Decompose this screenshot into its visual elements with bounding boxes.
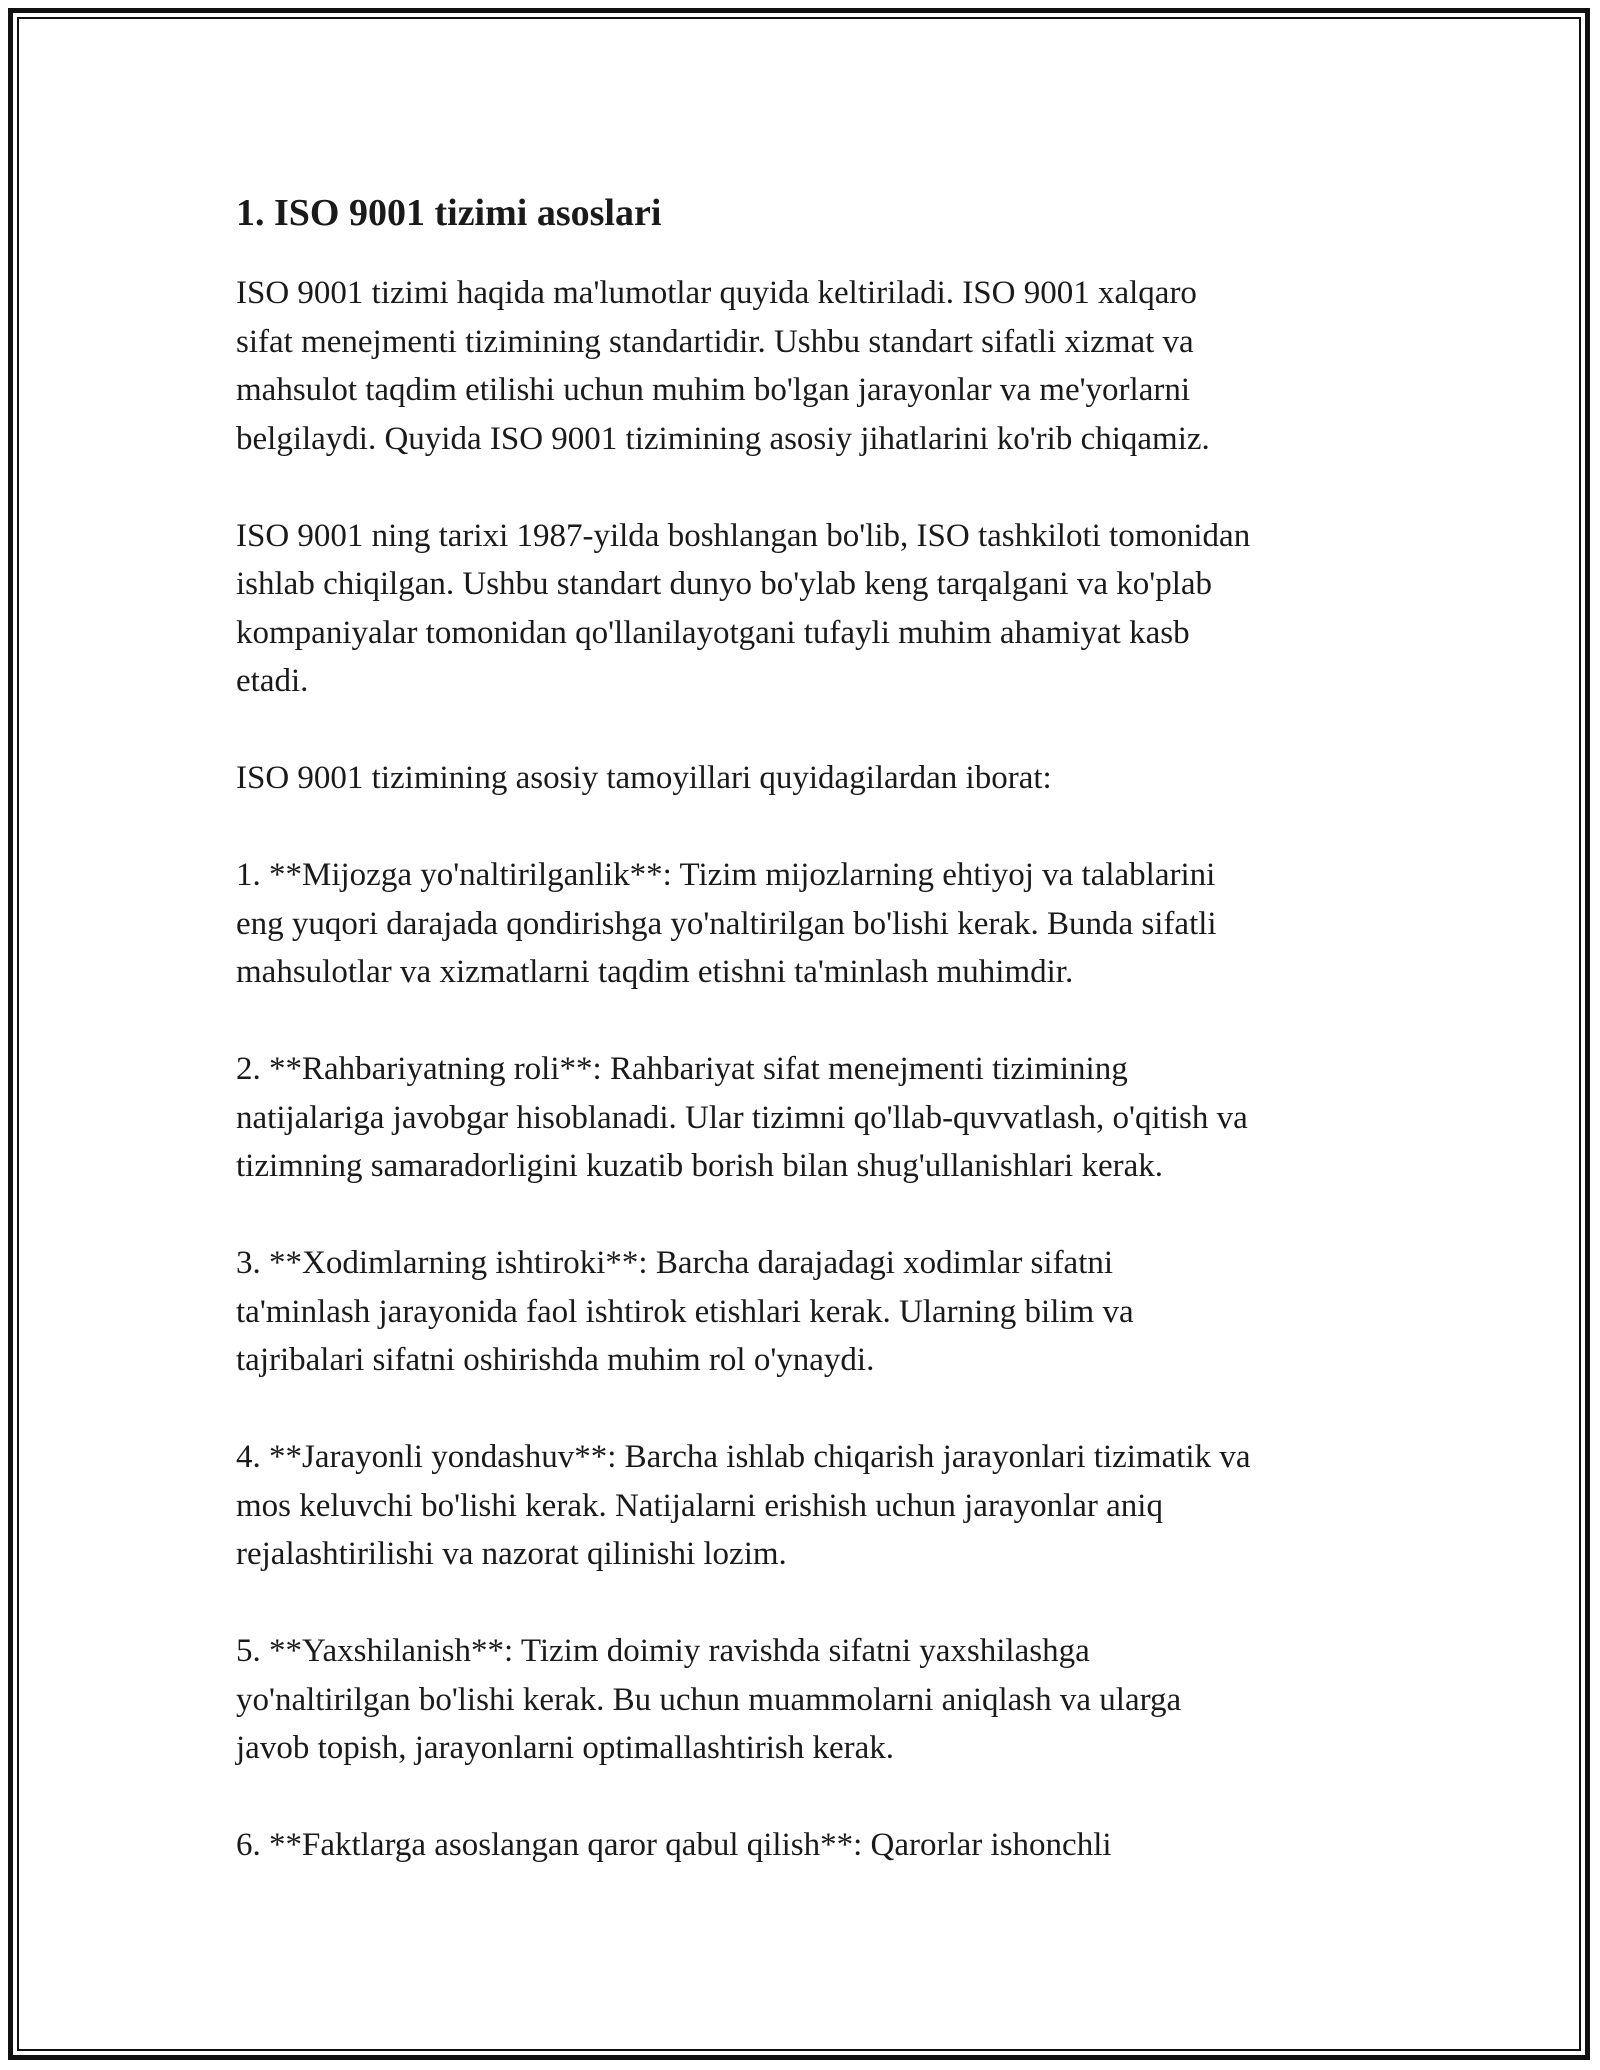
paragraph-intro [236,269,1376,463]
text-line: tajribalari sifatni oshirishda muhim rol o'ynaydi. [236,1342,875,1378]
list-item-principle-6 [236,1821,1376,1870]
text-line: belgilaydi. Quyida ISO 9001 tizimining asosiy jihatlarini ko'rib chiqamiz. [236,420,1210,457]
text-line: ISO 9001 tizimi haqida ma'lumotlar quyida keltiriladi. ISO 9001 xalqaro [236,275,1197,311]
paragraph-spacer [236,803,1376,852]
text-line: rejalashtirilishi va nazorat qilinishi lozim. [236,1536,787,1572]
text-line: 1. **Mijozga yo'naltirilganlik**: Tizim mijozlarning ehtiyoj va talablarini [236,857,1216,893]
paragraph-spacer [236,463,1376,512]
list-item-principle-3 [236,1239,1376,1385]
text-line: 4. **Jarayonli yondashuv**: Barcha ishlab chiqarish jarayonlari tizimatik va [236,1439,1251,1475]
text-line: ISO 9001 tizimining asosiy tamoyillari quyidagilardan iborat: [236,760,1052,796]
text-line: eng yuqori darajada qondirishga yo'naltirilgan bo'lishi kerak. Bunda sifatli [236,905,1217,942]
list-item-principle-2 [236,1045,1376,1191]
paragraph-principles-intro [236,754,1376,803]
text-line: sifat menejmenti tizimining standartidir. Ushbu standart sifatli xizmat va [236,323,1194,360]
paragraph-spacer [236,1385,1376,1434]
paragraph-spacer [236,1579,1376,1628]
text-line: ishlab chiqilgan. Ushbu standart dunyo bo'ylab keng tarqalgani va ko'plab [236,566,1213,602]
text-line: kompaniyalar tomonidan qo'llanilayotgani tufayli muhim ahamiyat kasb [236,614,1190,651]
paragraph-history [236,512,1376,706]
text-line: etadi. [236,663,309,699]
text-line: mahsulotlar va xizmatlarni taqdim etishni ta'minlash muhimdir. [236,954,1074,990]
list-item-principle-4 [236,1433,1376,1579]
paragraph-spacer [236,1773,1376,1822]
text-line: tizimning samaradorligini kuzatib borish bilan shug'ullanishlari kerak. [236,1148,1163,1184]
text-line: mos keluvchi bo'lishi kerak. Natijalarni erishish uchun jarayonlar aniq [236,1487,1163,1524]
text-line: yo'naltirilgan bo'lishi kerak. Bu uchun muammolarni aniqlash va ularga [236,1681,1182,1718]
text-line: ta'minlash jarayonida faol ishtirok etishlari kerak. Ularning bilim va [236,1293,1134,1330]
list-item-principle-5 [236,1627,1376,1773]
text-line: ISO 9001 ning tarixi 1987-yilda boshlangan bo'lib, ISO tashkiloti tomonidan [236,517,1251,554]
paragraph-spacer [236,997,1376,1046]
document-body [236,185,1376,1870]
text-line: javob topish, jarayonlarni optimallashtirish kerak. [236,1730,895,1766]
paragraph-spacer [236,1191,1376,1240]
text-line: mahsulot taqdim etilishi uchun muhim bo'lgan jarayonlar va me'yorlarni [236,372,1191,408]
text-line: natijalariga javobgar hisoblanadi. Ular tizimni qo'llab-quvvatlash, o'qitish va [236,1099,1248,1136]
document-title: 1. ISO 9001 tizimi asoslari [236,192,662,234]
text-line: 2. **Rahbariyatning roli**: Rahbariyat sifat menejmenti tizimining [236,1051,1128,1087]
list-item-principle-1 [236,851,1376,997]
text-line: 6. **Faktlarga asoslangan qaror qabul qilish**: Qarorlar ishonchli [236,1827,1112,1863]
text-line: 3. **Xodimlarning ishtiroki**: Barcha darajadagi xodimlar sifatni [236,1245,1114,1281]
paragraph-spacer [236,706,1376,755]
text-line: 5. **Yaxshilanish**: Tizim doimiy ravishda sifatni yaxshilashga [236,1633,1090,1669]
